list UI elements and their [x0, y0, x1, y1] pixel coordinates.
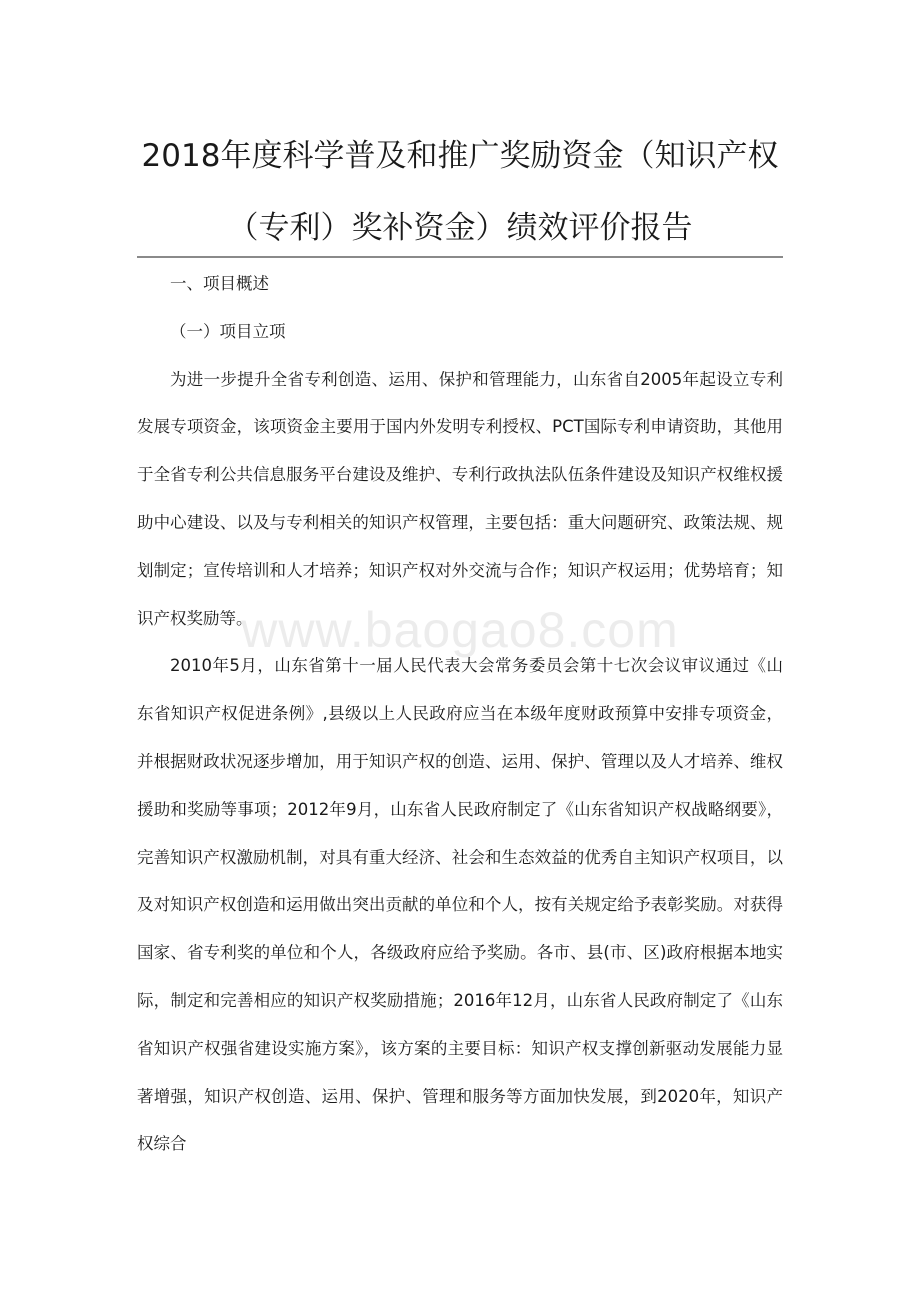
body-paragraph: 为进一步提升全省专利创造、运用、保护和管理能力，山东省自2005年起设立专利发展专项资金，该项资金主要用于国内外发明专利授权、PCT国际专利申请资助，其他用于全省专利公共信息服务平台建设及维护、专利行政执法队伍条件建设及知识产权维权援助中心建设、以及与专利相关的知识产权管理，主要包括：重大问题研究、政策法规、规划制定；宣传培训和人才培养；知识产权对外交流与合作；知识产权运用；优势培育；知识产权奖励等。: [137, 369, 783, 628]
title-divider: [137, 256, 783, 258]
body-paragraph: 2010年5月，山东省第十一届人民代表大会常务委员会第十七次会议审议通过《山东省知识产权促进条例》,县级以上人民政府应当在本级年度财政预算中安排专项资金，并根据财政状况逐步增加，用于知识产权的创造、运用、保护、管理以及人才培养、维权援助和奖励等事项；2012年9月，山东省人民政府制定了《山东省知识产权战略纲要》，完善知识产权激励机制，对具有重大经济、社会和生态效益的优秀自主知识产权项目，以及对知识产权创造和运用做出突出贡献的单位和个人，按有关规定给予表彰奖励。对获得国家、省专利奖的单位和个人，各级政府应给予奖励。各市、县(市、区)政府根据本地实际，制定和完善相应的知识产权奖励措施；2016年12月，山东省人民政府制定了《山东省知识产权强省建设实施方案》，该方案的主要目标：知识产权支撑创新驱动发展能力显著增强，知识产权创造、运用、保护、管理和服务等方面加快发展，到2020年，知识产权综合: [137, 656, 783, 1154]
watermark: www.baogao8.com: [241, 602, 679, 658]
subsection-heading: （一）项目立项: [170, 321, 286, 341]
section-heading: 一、项目概述: [170, 274, 269, 293]
document-title: 2018年度科学普及和推广奖励资金（知识产权（专利）奖补资金）绩效评价报告: [141, 138, 779, 246]
document-body: [137, 260, 783, 1168]
